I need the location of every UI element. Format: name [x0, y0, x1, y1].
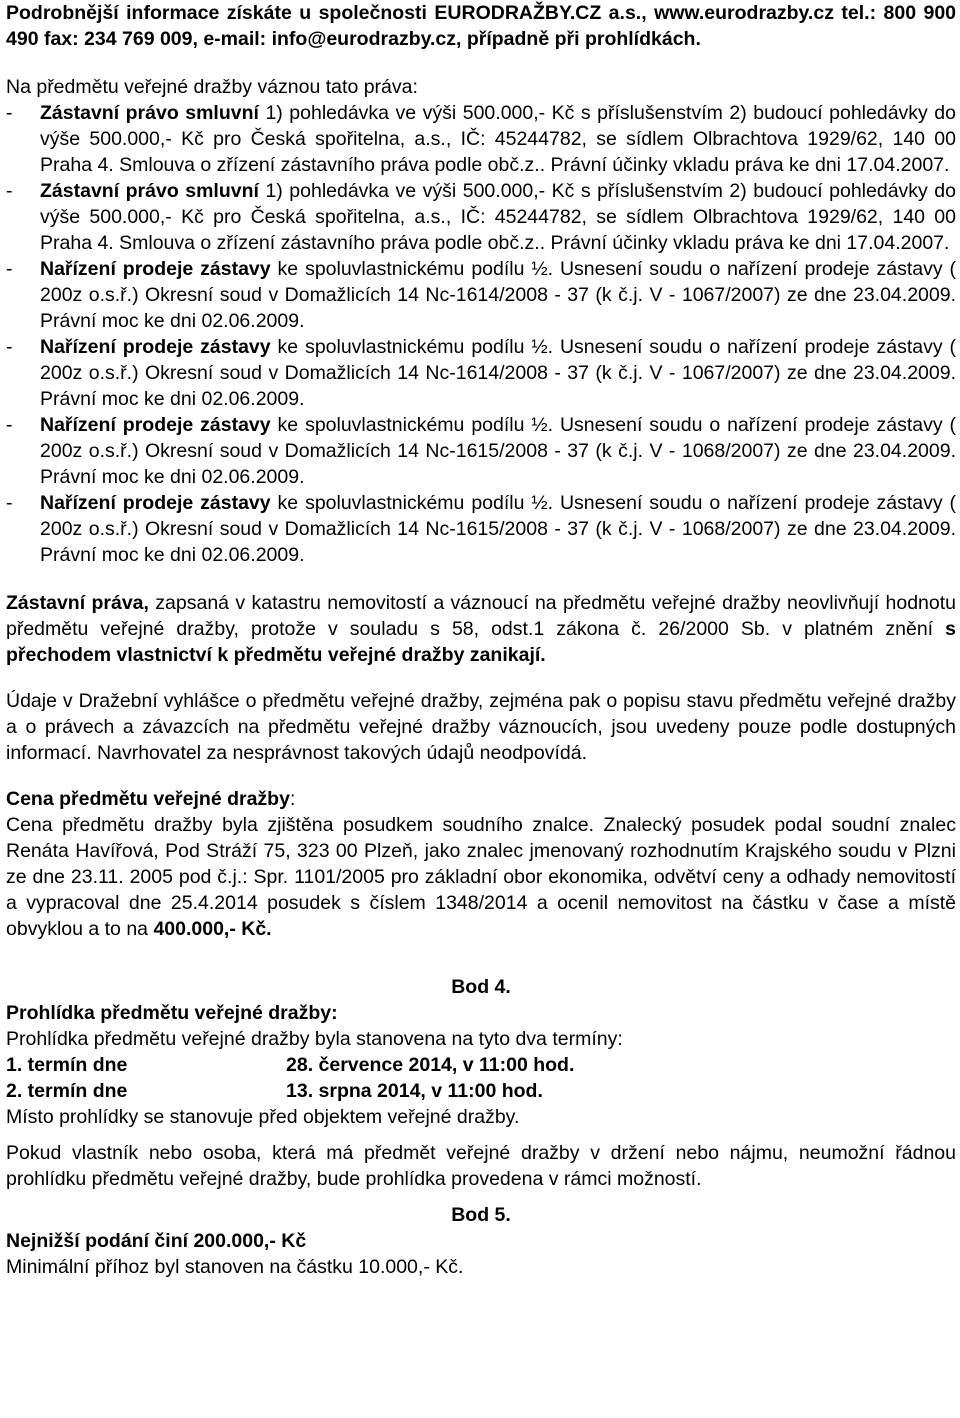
inspection-date-value: 13. srpna 2014, v 11:00 hod. — [286, 1080, 543, 1102]
list-item — [6, 334, 956, 412]
minimum-increment: Minimální příhoz byl stanoven na částku 10.000,- Kč. — [6, 1256, 464, 1278]
inspection-date-value: 28. července 2014, v 11:00 hod. — [286, 1054, 575, 1076]
list-dash: - — [6, 180, 13, 202]
minimum-bid: Nejnižší podání činí 200.000,- Kč — [6, 1230, 307, 1252]
encumbrances-heading: Na předmětu veřejné dražby váznou tato práva: — [6, 76, 418, 98]
inspection-intro: Prohlídka předmětu veřejné dražby byla stanovena na tyto dva termíny: — [6, 1028, 623, 1050]
liens-note-bold-start: Zástavní práva, — [6, 592, 149, 614]
price-heading: Cena předmětu veřejné dražby — [6, 788, 290, 810]
price-heading-line — [6, 786, 956, 812]
encumbrance-title: Zástavní právo smluvní — [40, 102, 259, 124]
list-dash: - — [6, 102, 13, 124]
inspection-place: Místo prohlídky se stanovuje před objektem veřejné dražby. — [6, 1106, 520, 1128]
inspection-date-label: 1. termín dne — [6, 1054, 128, 1076]
encumbrance-title: Nařízení prodeje zástavy — [40, 336, 271, 358]
list-item — [6, 412, 956, 490]
encumbrance-text: ke spoluvlastnickému podílu ½. Usnesení soudu o nařízení prodeje zástavy ( 200z o.s.ř.) Okresní soud v Domažlicích 14 Nc-1615/2008 - 37 (k č.j. V - 1068/2007) ze dne 23.04.2009. Právní moc ke dni 02.06.2009. — [40, 492, 957, 566]
encumbrance-title: Nařízení prodeje zástavy — [40, 414, 271, 436]
list-item — [6, 256, 956, 334]
price-paragraph — [6, 812, 956, 942]
price-amount: 400.000,- Kč. — [153, 918, 272, 940]
inspection-heading: Prohlídka předmětu veřejné dražby: — [6, 1002, 338, 1024]
contact-lead: Podrobnější informace získáte u společnosti — [6, 2, 427, 24]
encumbrance-text: 1) pohledávka ve výši 500.000,- Kč s příslušenstvím 2) budoucí pohledávky do výše 500.000,- Kč pro Česká spořitelna, a.s., IČ: 45244782, se sídlem Olbrachtova 1929/62, 140 00 Praha 4. Smlouva o zřízení zástavního práva podle obč.z.. Právní účinky vkladu práva ke dni 17.04.2007. — [40, 180, 956, 254]
encumbrance-text: ke spoluvlastnickému podílu ½. Usnesení soudu o nařízení prodeje zástavy ( 200z o.s.ř.) Okresní soud v Domažlicích 14 Nc-1615/2008 - 37 (k č.j. V - 1068/2007) ze dne 23.04.2009. Právní moc ke dni 02.06.2009. — [40, 414, 957, 488]
inspection-date-row — [6, 1052, 956, 1078]
encumbrance-text: ke spoluvlastnickému podílu ½. Usnesení soudu o nařízení prodeje zástavy ( 200z o.s.ř.) Okresní soud v Domažlicích 14 Nc-1614/2008 - 37 (k č.j. V - 1067/2007) ze dne 23.04.2009. Právní moc ke dni 02.06.2009. — [40, 258, 957, 332]
list-dash: - — [6, 258, 13, 280]
section-4-label: Bod 4. — [451, 976, 511, 998]
encumbrance-title: Nařízení prodeje zástavy — [40, 258, 271, 280]
encumbrance-text: ke spoluvlastnickému podílu ½. Usnesení soudu o nařízení prodeje zástavy ( 200z o.s.ř.) Okresní soud v Domažlicích 14 Nc-1614/2008 - 37 (k č.j. V - 1067/2007) ze dne 23.04.2009. Právní moc ke dni 02.06.2009. — [40, 336, 957, 410]
list-item — [6, 178, 956, 256]
disclaimer-paragraph: Údaje v Dražební vyhlášce o předmětu veřejné dražby, zejména pak o popisu stavu předmětu veřejné dražby a o právech a závazcích na předmětu veřejné dražby váznoucích, jsou uvedeny pouze podle dostupných informací. Navrhovatel za nesprávnost takových údajů neodpovídá. — [6, 690, 956, 764]
section-5-label: Bod 5. — [451, 1204, 511, 1226]
encumbrance-title: Zástavní právo smluvní — [40, 180, 259, 202]
list-dash: - — [6, 336, 13, 358]
document-page — [6, 0, 956, 1280]
liens-note-text: zapsaná v katastru nemovitostí a váznoucí na předmětu veřejné dražby neovlivňují hodnotu předmětu veřejné dražby, protože v souladu s 58, odst.1 zákona č. 26/2000 Sb. v platném znění — [6, 592, 956, 640]
liens-note — [6, 590, 956, 668]
encumbrances-list — [6, 100, 956, 568]
inspection-date-label: 2. termín dne — [6, 1080, 128, 1102]
liens-note-bold-end: s přechodem vlastnictví k předmětu veřejné dražby zanikají. — [6, 618, 956, 666]
price-heading-colon: : — [289, 788, 296, 810]
inspection-note: Pokud vlastník nebo osoba, která má předmět veřejné dražby v držení nebo nájmu, neumožní řádnou prohlídku předmětu veřejné dražby, bude prohlídka provedena v rámci možností. — [6, 1142, 956, 1190]
list-item — [6, 100, 956, 178]
price-text: Cena předmětu dražby byla zjištěna posudkem soudního znalce. Znalecký posudek podal soudní znalec Renáta Havířová, Pod Stráží 75, 323 00 Plzeň, jako znalec jmenovaný rozhodnutím Krajského soudu v Plzni ze dne 23.11. 2005 pod č.j.: Spr. 1101/2005 pro základní obor ekonomika, odvětví ceny a odhady nemovitostí a vypracoval dne 25.4.2014 posudek s číslem 1348/2014 a ocenil nemovitost na částku v čase a místě obvyklou a to na — [6, 814, 956, 940]
list-item — [6, 490, 956, 568]
contact-paragraph — [6, 0, 956, 52]
inspection-date-row — [6, 1078, 956, 1104]
contact-details: , www.eurodrazby.cz tel.: 800 900 490 fax: 234 769 009, e-mail: info@eurodrazby.cz, případně při prohlídkách. — [6, 2, 957, 50]
list-dash: - — [6, 492, 13, 514]
contact-company: EURODRAŽBY.CZ a.s. — [434, 2, 642, 24]
list-dash: - — [6, 414, 13, 436]
encumbrance-text: 1) pohledávka ve výši 500.000,- Kč s příslušenstvím 2) budoucí pohledávky do výše 500.000,- Kč pro Česká spořitelna, a.s., IČ: 45244782, se sídlem Olbrachtova 1929/62, 140 00 Praha 4. Smlouva o zřízení zástavního práva podle obč.z.. Právní účinky vkladu práva ke dni 17.04.2007. — [40, 102, 956, 176]
encumbrance-title: Nařízení prodeje zástavy — [40, 492, 271, 514]
